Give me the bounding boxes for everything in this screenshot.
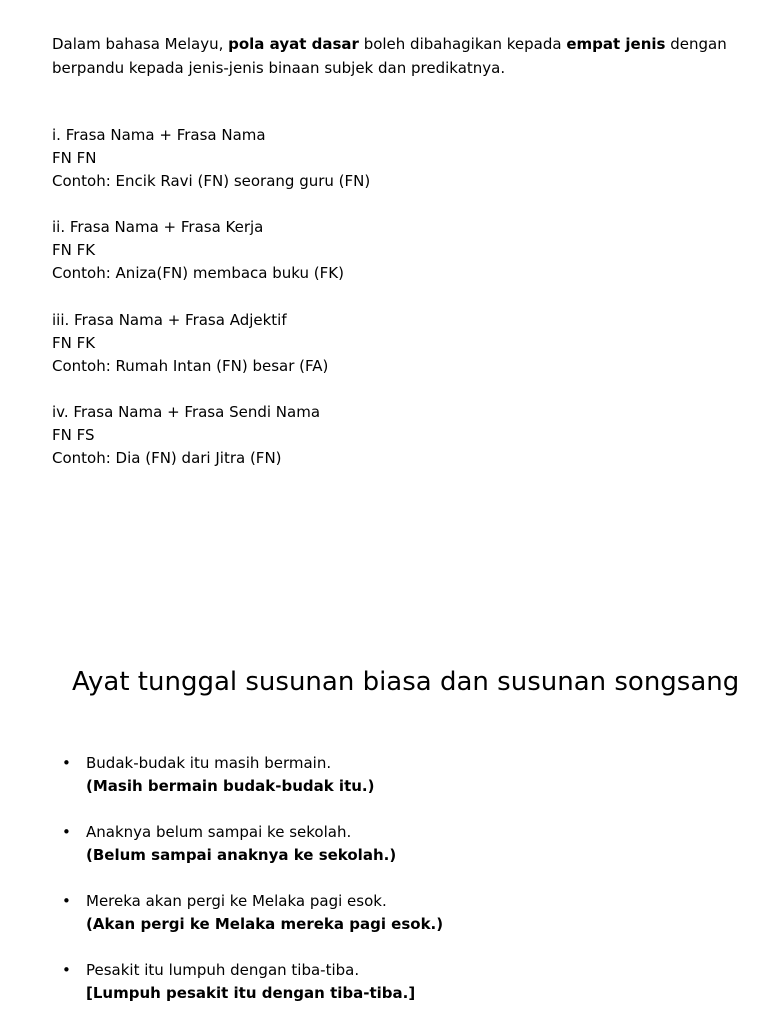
pattern-example: Contoh: Rumah Intan (FN) besar (FA) [52, 357, 329, 375]
pattern-code: FN FN [52, 149, 97, 167]
bullet-icon: • [62, 754, 71, 772]
normal-order-sentence: Budak-budak itu masih bermain. [86, 754, 332, 772]
pattern-example: Contoh: Encik Ravi (FN) seorang guru (FN) [52, 172, 371, 190]
pattern-example: Contoh: Dia (FN) dari Jitra (FN) [52, 449, 282, 467]
slide-sentence-patterns [0, 0, 768, 500]
intro-paragraph [52, 32, 742, 80]
intro-bold-pola-ayat-dasar: pola ayat dasar [228, 35, 359, 53]
pattern-heading: ii. Frasa Nama + Frasa Kerja [52, 218, 264, 236]
inverted-order-sentence: (Akan pergi ke Melaka mereka pagi esok.) [86, 915, 444, 933]
inverted-order-sentence: (Masih bermain budak-budak itu.) [86, 777, 375, 795]
list-item [62, 959, 742, 1005]
list-item [62, 752, 742, 798]
inverted-order-sentence: (Belum sampai anaknya ke sekolah.) [86, 846, 397, 864]
slide-sentence-order [0, 640, 768, 1024]
pattern-heading: iv. Frasa Nama + Frasa Sendi Nama [52, 403, 321, 421]
inverted-order-sentence: [Lumpuh pesakit itu dengan tiba-tiba.] [86, 984, 416, 1002]
pattern-block-3 [52, 309, 652, 378]
normal-order-sentence: Anaknya belum sampai ke sekolah. [86, 823, 352, 841]
list-item [62, 821, 742, 867]
normal-order-sentence: Mereka akan pergi ke Melaka pagi esok. [86, 892, 387, 910]
pattern-block-4 [52, 401, 652, 470]
bullet-icon: • [62, 892, 71, 910]
pattern-code: FN FK [52, 334, 96, 352]
intro-text-1: Dalam bahasa Melayu, [52, 35, 229, 53]
normal-order-sentence: Pesakit itu lumpuh dengan tiba-tiba. [86, 961, 360, 979]
slide-title: Ayat tunggal susunan biasa dan susunan songsang [72, 667, 740, 697]
pattern-code: FN FS [52, 426, 95, 444]
list-item [62, 890, 742, 936]
intro-text-3: dengan berpandu kepada jenis-jenis binaan subjek dan predikatnya. [52, 35, 727, 77]
pattern-code: FN FK [52, 241, 96, 259]
pattern-heading: iii. Frasa Nama + Frasa Adjektif [52, 311, 287, 329]
intro-text-2: boleh dibahagikan kepada [358, 35, 567, 53]
example-list [62, 752, 742, 1028]
pattern-block-2 [52, 216, 652, 285]
pattern-heading: i. Frasa Nama + Frasa Nama [52, 126, 266, 144]
bullet-icon: • [62, 823, 71, 841]
pattern-example: Contoh: Aniza(FN) membaca buku (FK) [52, 264, 344, 282]
bullet-icon: • [62, 961, 71, 979]
pattern-block-1 [52, 124, 652, 193]
intro-bold-empat-jenis: empat jenis [566, 35, 666, 53]
